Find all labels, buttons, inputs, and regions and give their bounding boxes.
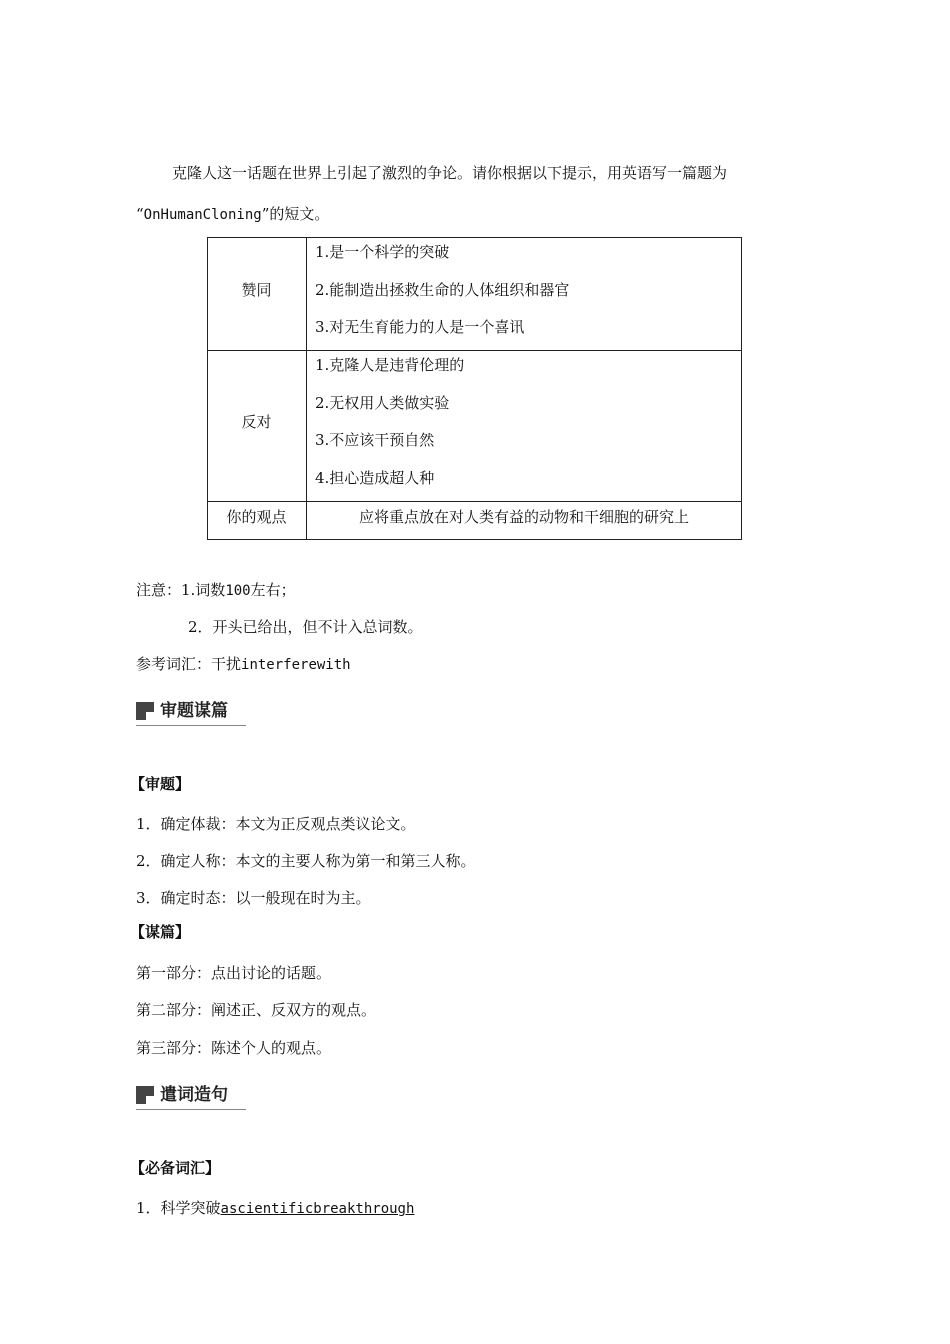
prompt-table bbox=[207, 237, 742, 540]
table-row-divider bbox=[207, 350, 742, 351]
word-count: 100 bbox=[225, 583, 251, 599]
structure-item: 第二部分：阐述正、反双方的观点。 bbox=[136, 1001, 377, 1019]
table-item: 3.对无生育能力的人是一个喜讯 bbox=[315, 318, 525, 336]
table-label-support: 赞同 bbox=[241, 281, 272, 299]
subheading-moupian: 【谋篇】 bbox=[130, 923, 191, 941]
vocab-item-cn: 1．科学突破 bbox=[136, 1199, 221, 1217]
section-square-icon bbox=[136, 702, 154, 720]
table-row-divider bbox=[207, 501, 742, 502]
structure-item: 第一部分：点出讨论的话题。 bbox=[136, 964, 332, 982]
intro-line-1: 克隆人这一话题在世界上引起了激烈的争论。请你根据以下提示，用英语写一篇题为 bbox=[172, 164, 728, 182]
table-item: 2.能制造出拯救生命的人体组织和器官 bbox=[315, 281, 570, 299]
table-item: 1.是一个科学的突破 bbox=[315, 243, 450, 261]
note-suffix: 左右； bbox=[250, 581, 296, 599]
section-square-icon bbox=[136, 1086, 154, 1104]
table-border-right bbox=[741, 237, 742, 540]
section-title: 审题谋篇 bbox=[160, 701, 228, 721]
intro-quote-close: ”的短文。 bbox=[261, 205, 330, 223]
table-label-opinion: 你的观点 bbox=[226, 508, 287, 526]
vocab-item-en: ascientificbreakthrough bbox=[220, 1201, 415, 1217]
intro-line-2 bbox=[136, 204, 329, 225]
section-title: 遣词造句 bbox=[160, 1085, 228, 1105]
table-item: 4.担心造成超人种 bbox=[315, 469, 435, 487]
section-heading-analysis bbox=[136, 698, 248, 730]
table-item: 1.克隆人是违背伦理的 bbox=[315, 356, 465, 374]
vocab-item bbox=[136, 1198, 414, 1219]
table-item: 应将重点放在对人类有益的动物和干细胞的研究上 bbox=[358, 508, 689, 526]
analysis-item: 1．确定体裁：本文为正反观点类议论文。 bbox=[136, 815, 416, 833]
intro-quote-open: “ bbox=[136, 205, 144, 223]
section-underline bbox=[136, 1109, 246, 1110]
note-prefix: 注意：1.词数 bbox=[136, 581, 226, 599]
table-item: 3.不应该干预自然 bbox=[315, 431, 435, 449]
note-line-2: 2．开头已给出，但不计入总词数。 bbox=[188, 618, 423, 636]
reference-vocab-en: interferewith bbox=[241, 657, 351, 673]
subheading-vocab: 【必备词汇】 bbox=[130, 1159, 221, 1177]
note-line-1 bbox=[136, 580, 296, 601]
section-heading-wording bbox=[136, 1082, 248, 1114]
table-border-top bbox=[207, 237, 742, 238]
structure-item: 第三部分：陈述个人的观点。 bbox=[136, 1039, 332, 1057]
reference-vocab-label: 参考词汇：干扰 bbox=[136, 655, 242, 673]
table-label-oppose: 反对 bbox=[241, 413, 272, 431]
analysis-item: 3．确定时态：以一般现在时为主。 bbox=[136, 889, 371, 907]
section-underline bbox=[136, 725, 246, 726]
subheading-shenti: 【审题】 bbox=[130, 775, 191, 793]
table-item: 2.无权用人类做实验 bbox=[315, 394, 450, 412]
essay-title: OnHumanCloning bbox=[143, 207, 262, 223]
table-column-divider bbox=[306, 237, 307, 540]
reference-vocab bbox=[136, 654, 351, 675]
table-border-bottom bbox=[207, 539, 742, 540]
analysis-item: 2．确定人称：本文的主要人称为第一和第三人称。 bbox=[136, 852, 476, 870]
